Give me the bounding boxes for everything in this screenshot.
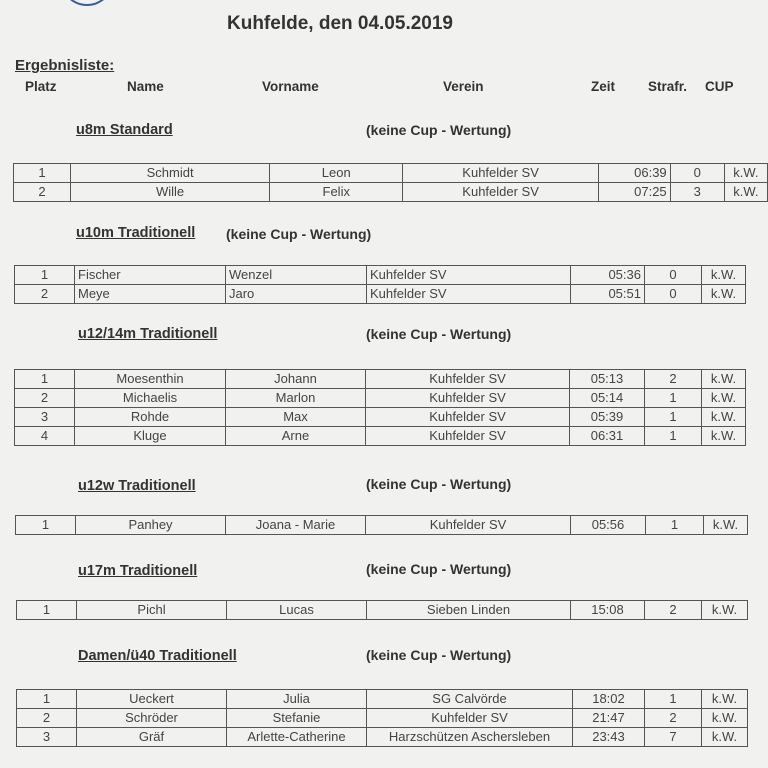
table-row xyxy=(15,427,746,446)
cell-verein: Harzschützen Aschersleben xyxy=(367,728,573,747)
table-row xyxy=(17,690,748,709)
list-heading: Ergebnisliste: xyxy=(15,57,115,74)
cell-zeit: 06:39 xyxy=(599,164,671,183)
section-title: u10m Traditionell xyxy=(76,225,196,241)
cell-name: Gräf xyxy=(77,728,227,747)
table-row xyxy=(15,266,746,285)
cell-vorname: Arlette-Catherine xyxy=(227,728,367,747)
section-title: u12w Traditionell xyxy=(78,478,196,494)
cell-name: Pichl xyxy=(77,601,227,620)
cell-verein: SG Calvörde xyxy=(367,690,573,709)
cell-vorname: Jaro xyxy=(226,285,367,304)
section-cup-note: (keine Cup - Wertung) xyxy=(226,226,372,242)
cell-platz: 1 xyxy=(15,370,75,389)
cell-cup: k.W. xyxy=(724,183,767,202)
cell-zeit: 05:39 xyxy=(570,408,645,427)
cell-name: Schröder xyxy=(77,709,227,728)
cell-verein: Kuhfelder SV xyxy=(367,266,571,285)
table-row xyxy=(15,370,746,389)
cell-strafr: 1 xyxy=(646,516,704,535)
cell-verein: Sieben Linden xyxy=(367,601,571,620)
cell-verein: Kuhfelder SV xyxy=(366,408,570,427)
cell-zeit: 15:08 xyxy=(571,601,645,620)
cell-strafr: 1 xyxy=(645,408,702,427)
cell-zeit: 23:43 xyxy=(573,728,645,747)
col-header-platz: Platz xyxy=(25,79,57,94)
cell-verein: Kuhfelder SV xyxy=(367,285,571,304)
cell-strafr: 0 xyxy=(670,164,724,183)
cell-strafr: 2 xyxy=(645,709,702,728)
results-table xyxy=(14,369,746,446)
cell-zeit: 05:14 xyxy=(570,389,645,408)
cell-platz: 1 xyxy=(16,516,76,535)
table-row xyxy=(15,389,746,408)
table-row xyxy=(14,183,768,202)
cell-vorname: Leon xyxy=(270,164,403,183)
cell-zeit: 06:31 xyxy=(570,427,645,446)
cell-cup: k.W. xyxy=(702,266,746,285)
cell-name: Wille xyxy=(70,183,269,202)
results-table xyxy=(16,600,748,620)
cell-verein: Kuhfelder SV xyxy=(367,709,573,728)
cell-vorname: Stefanie xyxy=(227,709,367,728)
col-header-verein: Verein xyxy=(443,79,484,94)
cell-verein: Kuhfelder SV xyxy=(403,164,599,183)
cell-strafr: 2 xyxy=(645,370,702,389)
cell-verein: Kuhfelder SV xyxy=(366,427,570,446)
cell-name: Meye xyxy=(75,285,226,304)
cell-verein: Kuhfelder SV xyxy=(403,183,599,202)
cell-cup: k.W. xyxy=(724,164,767,183)
table-row xyxy=(17,709,748,728)
cell-platz: 2 xyxy=(17,709,77,728)
cell-zeit: 18:02 xyxy=(573,690,645,709)
logo-fragment xyxy=(60,0,114,6)
cell-vorname: Max xyxy=(226,408,366,427)
cell-name: Moesenthin xyxy=(75,370,226,389)
table-row xyxy=(16,516,748,535)
section-cup-note: (keine Cup - Wertung) xyxy=(366,122,512,138)
cell-platz: 2 xyxy=(14,183,71,202)
section-cup-note: (keine Cup - Wertung) xyxy=(366,326,512,342)
cell-strafr: 2 xyxy=(645,601,702,620)
cell-name: Schmidt xyxy=(70,164,269,183)
cell-name: Fischer xyxy=(75,266,226,285)
cell-verein: Kuhfelder SV xyxy=(366,389,570,408)
cell-strafr: 1 xyxy=(645,389,702,408)
table-row xyxy=(14,164,768,183)
section-title: u17m Traditionell xyxy=(78,563,198,579)
cell-cup: k.W. xyxy=(702,427,746,446)
cell-vorname: Marlon xyxy=(226,389,366,408)
cell-zeit: 07:25 xyxy=(599,183,671,202)
cell-cup: k.W. xyxy=(702,285,746,304)
cell-verein: Kuhfelder SV xyxy=(366,370,570,389)
cell-zeit: 05:36 xyxy=(571,266,645,285)
section-title: Damen/ü40 Traditionell xyxy=(78,648,237,664)
cell-zeit: 05:13 xyxy=(570,370,645,389)
cell-platz: 4 xyxy=(15,427,75,446)
cell-cup: k.W. xyxy=(702,709,748,728)
section-cup-note: (keine Cup - Wertung) xyxy=(366,561,512,577)
cell-platz: 2 xyxy=(15,389,75,408)
col-header-strafr: Strafr. xyxy=(648,79,688,94)
cell-platz: 1 xyxy=(15,266,75,285)
cell-platz: 1 xyxy=(17,690,77,709)
cell-cup: k.W. xyxy=(702,690,748,709)
cell-name: Ueckert xyxy=(77,690,227,709)
section-cup-note: (keine Cup - Wertung) xyxy=(366,647,512,663)
cell-name: Rohde xyxy=(75,408,226,427)
cell-name: Michaelis xyxy=(75,389,226,408)
cell-name: Panhey xyxy=(76,516,226,535)
cell-strafr: 0 xyxy=(645,285,702,304)
col-header-zeit: Zeit xyxy=(591,79,616,94)
cell-strafr: 1 xyxy=(645,427,702,446)
cell-vorname: Wenzel xyxy=(226,266,367,285)
col-header-vorname: Vorname xyxy=(262,79,319,94)
cell-platz: 3 xyxy=(17,728,77,747)
cell-zeit: 05:51 xyxy=(571,285,645,304)
table-row xyxy=(17,728,748,747)
cell-cup: k.W. xyxy=(702,728,748,747)
cell-platz: 3 xyxy=(15,408,75,427)
results-table xyxy=(13,163,768,202)
results-table xyxy=(15,515,748,535)
cell-vorname: Joana - Marie xyxy=(226,516,366,535)
cell-vorname: Arne xyxy=(226,427,366,446)
table-row xyxy=(15,408,746,427)
cell-strafr: 3 xyxy=(670,183,724,202)
cell-cup: k.W. xyxy=(702,389,746,408)
table-row xyxy=(15,285,746,304)
cell-platz: 1 xyxy=(17,601,77,620)
results-table xyxy=(14,265,746,304)
section-title: u8m Standard xyxy=(76,122,173,138)
cell-cup: k.W. xyxy=(702,408,746,427)
cell-platz: 2 xyxy=(15,285,75,304)
col-header-name: Name xyxy=(127,79,164,94)
table-row xyxy=(17,601,748,620)
cell-cup: k.W. xyxy=(702,601,748,620)
cell-verein: Kuhfelder SV xyxy=(366,516,571,535)
cell-zeit: 21:47 xyxy=(573,709,645,728)
cell-strafr: 7 xyxy=(645,728,702,747)
document-title: Kuhfelde, den 04.05.2019 xyxy=(227,13,453,34)
cell-platz: 1 xyxy=(14,164,71,183)
cell-name: Kluge xyxy=(75,427,226,446)
col-header-cup: CUP xyxy=(705,79,734,94)
section-cup-note: (keine Cup - Wertung) xyxy=(366,476,512,492)
cell-vorname: Lucas xyxy=(227,601,367,620)
cell-cup: k.W. xyxy=(702,370,746,389)
cell-vorname: Julia xyxy=(227,690,367,709)
cell-cup: k.W. xyxy=(704,516,748,535)
cell-vorname: Felix xyxy=(270,183,403,202)
section-title: u12/14m Traditionell xyxy=(78,326,218,342)
cell-strafr: 1 xyxy=(645,690,702,709)
results-table xyxy=(16,689,748,747)
cell-strafr: 0 xyxy=(645,266,702,285)
cell-vorname: Johann xyxy=(226,370,366,389)
cell-zeit: 05:56 xyxy=(571,516,646,535)
